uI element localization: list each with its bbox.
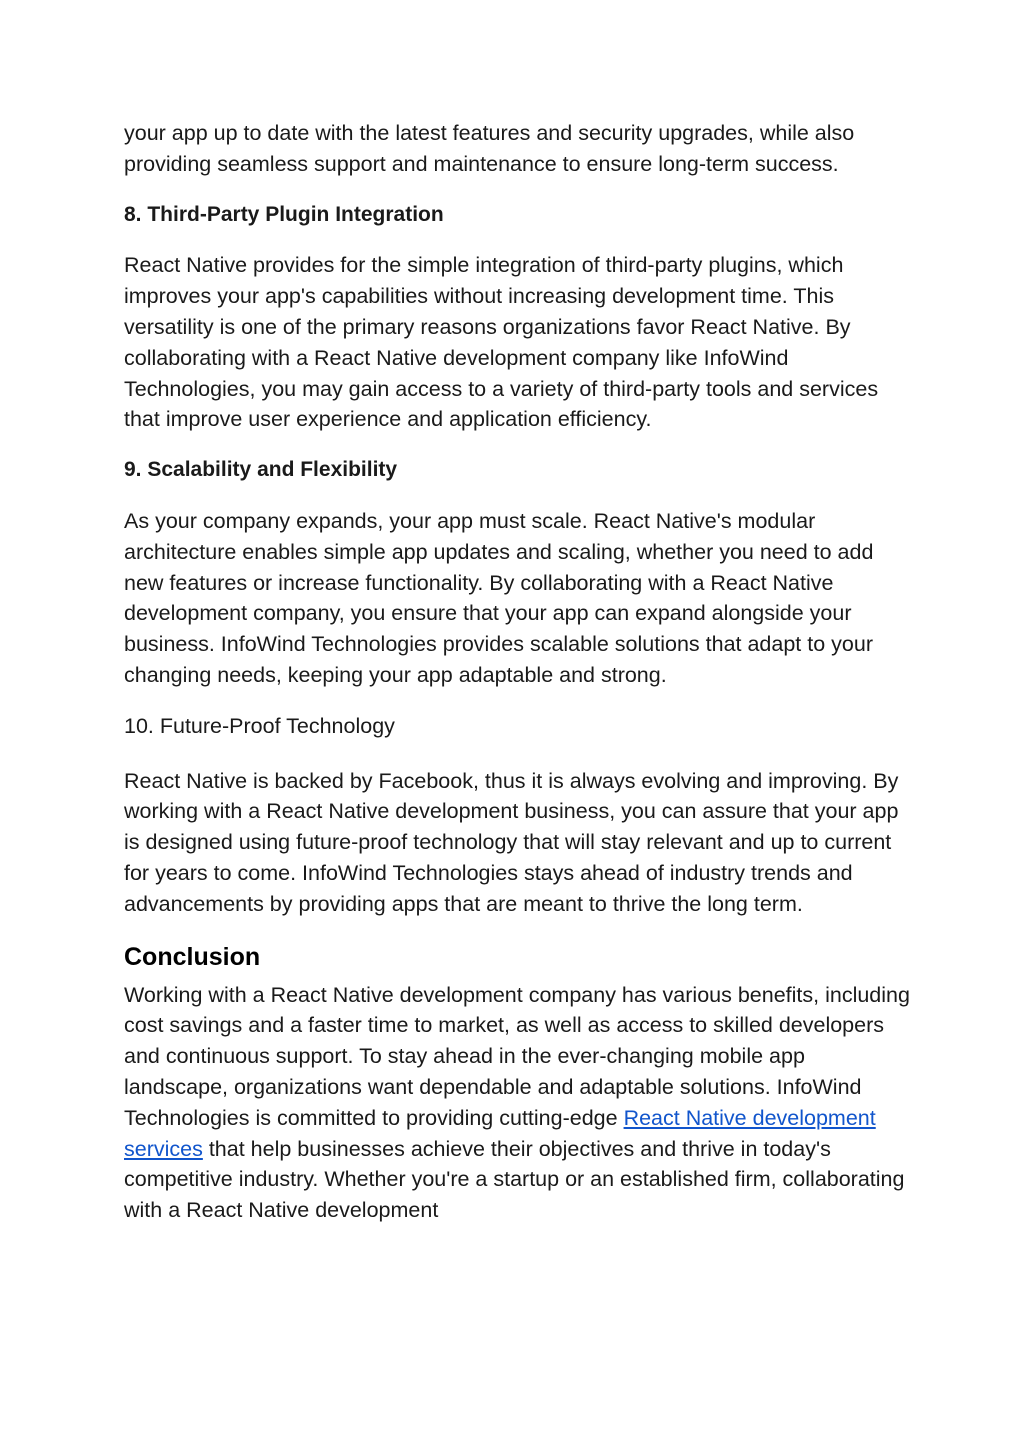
conclusion-paragraph: [124, 980, 914, 1226]
section-heading-plugin-integration: 8. Third-Party Plugin Integration: [124, 202, 444, 226]
section-heading-scalability: 9. Scalability and Flexibility: [124, 458, 398, 482]
section-body-future-proof: React Native is backed by Facebook, thus it is always evolving and improving. By working with a React Native development business, you can assure that your app is designed using future-proof technology that will stay relevant and up to current for years to come. InfoWind Technologies stays ahead of industry trends and advancements by providing apps that are meant to thrive the long term.: [124, 768, 899, 916]
document-page: [124, 118, 914, 1246]
intro-paragraph: your app up to date with the latest features and security upgrades, while also providing seamless support and maintenance to ensure long-term success.: [124, 121, 855, 176]
conclusion-text-before-link: Working with a React Native development company has various benefits, including cost savings and a faster time to market, as well as access to skilled developers and continuous support. To stay ahead in the ever-changing mobile app landscape, organizations want dependable and adaptable solutions. InfoWind Technologies is committed to providing cutting-edge: [124, 982, 910, 1130]
section-body-plugin-integration: React Native provides for the simple integration of third-party plugins, which improves your app's capabilities without increasing development time. This versatility is one of the primary reasons organizations favor React Native. By collaborating with a React Native development company like InfoWind Technologies, you may gain access to a variety of third-party tools and services that improve user experience and application efficiency.: [124, 253, 879, 432]
conclusion-title: Conclusion: [124, 942, 261, 971]
section-heading-future-proof: 10. Future-Proof Technology: [124, 713, 395, 738]
react-native-services-link[interactable]: React Native development services: [124, 1105, 876, 1161]
conclusion-text-after-link: that help businesses achieve their objectives and thrive in today's competitive industry. Whether you're a startup or an established firm, collaborating with a React Native development: [124, 1136, 905, 1223]
section-body-scalability: As your company expands, your app must scale. React Native's modular architecture enables simple app updates and scaling, whether you need to add new features or increase functionality. By collaborating with a React Native development company, you ensure that your app can expand alongside your business. InfoWind Technologies provides scalable solutions that adapt to your changing needs, keeping your app adaptable and strong.: [124, 508, 874, 687]
